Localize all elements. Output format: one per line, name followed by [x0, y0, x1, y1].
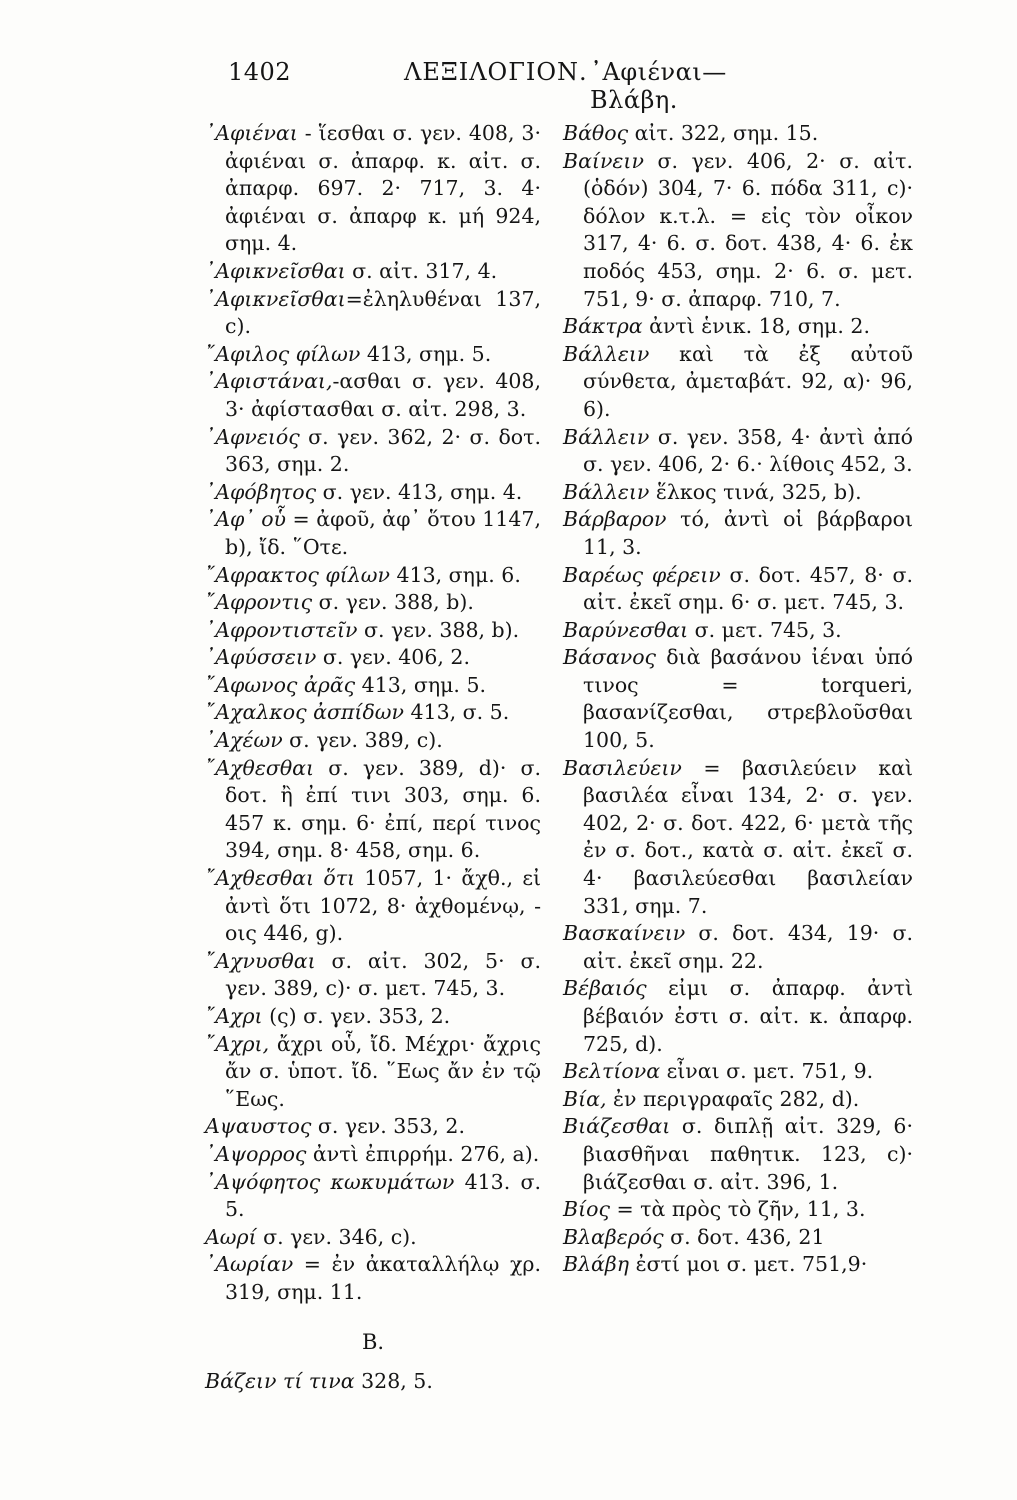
lexicon-entry	[563, 617, 913, 645]
entry-body: ἀντὶ ἑνικ. 18, σημ. 2.	[642, 314, 870, 339]
lexicon-entry	[205, 424, 541, 479]
lexicon-entry	[205, 286, 541, 341]
entry-headword: Αωρί	[205, 1224, 257, 1249]
entry-headword: Βαρέως φέρειν	[563, 562, 721, 587]
entry-body: εἰμι σ. ἀπαρφ. ἀντὶ βέβαιόν ἐστι σ. αἰτ. κ. ἀπαρφ. 725, d).	[583, 976, 913, 1056]
entry-headword: Βάλλειν	[563, 341, 650, 366]
lexicon-entry	[205, 258, 541, 286]
entry-body: αἰτ. 322, σημ. 15.	[628, 121, 819, 145]
lexicon-entry	[205, 1113, 541, 1141]
entry-headword: ᾿Αφικνεῖσθαι	[205, 286, 346, 311]
entry-body: τό, ἀντὶ οἱ βάρβαροι 11, 3.	[583, 507, 913, 559]
lexicon-entry	[563, 920, 913, 975]
entry-range: ᾿Αφιέναι—Βλάβη.	[590, 58, 727, 114]
entry-body: διὰ βασάνου ἰέναι ὑπό τινος = torqueri, βασανίζεσθαι, στρεβλοῦσθαι 100, 5.	[583, 645, 913, 753]
lexicon-entry	[205, 1169, 541, 1224]
entry-headword: ῎Αχαλκος ἀσπίδων	[205, 700, 404, 725]
entry-body: σ. γεν. 389, c).	[282, 728, 443, 753]
entry-headword: Βάθος	[563, 121, 629, 145]
entry-body: καὶ τὰ ἐξ αὐτοῦ σύνθετα, ἀμεταβάτ. 92, α)· 96, 6).	[583, 341, 913, 421]
entry-headword: Βλάβη	[563, 1252, 630, 1277]
entry-headword: ῎Αφροντις	[205, 590, 313, 615]
lexicon-entry	[563, 341, 913, 424]
entry-body: σ. αἰτ. 317, 4.	[345, 258, 498, 283]
entry-headword: ᾿Αφνειός	[205, 424, 300, 449]
entry-body: ἐν περιγραφαῖς 282, d).	[606, 1086, 860, 1111]
lexicon-entry	[563, 562, 913, 617]
entry-body: = ἀφοῦ, ἀφ᾿ ὅτου 1147, b), ἴδ. ῞Οτε.	[225, 507, 541, 559]
entry-headword: ῎Αφιλος φίλων	[205, 341, 361, 366]
entry-body: 328, 5.	[354, 1369, 433, 1394]
entry-headword: ᾿Αφ᾿ οὗ	[205, 507, 286, 532]
lexicon-entry	[563, 1086, 913, 1114]
entry-body: σ. μετ. 745, 3.	[688, 617, 842, 642]
entry-body: 1057, 1· ἄχθ., εἰ ἀντὶ ὅτι 1072, 8· ἀχθομένῳ, - οις 446, g).	[225, 866, 541, 946]
lexicon-entry	[205, 562, 541, 590]
entry-headword: ῎Αφωνος ἀρᾶς	[205, 672, 356, 697]
lexicon-entry	[563, 506, 913, 561]
lexicon-entry	[205, 341, 541, 369]
lexicon-entry	[205, 506, 541, 561]
entry-headword: ᾿Αφικνεῖσθαι	[205, 258, 346, 283]
entry-body: = βασιλεύειν καὶ βασιλέα εἶναι 134, 2· σ. γεν. 402, 2· σ. δοτ. 422, 6· μετὰ τῆς ἐν σ. δοτ., κατὰ σ. αἰτ. ἐκεῖ σ. 4· βασιλεύεσθαι βασιλείαν 331, σημ. 7.	[583, 755, 913, 918]
entry-body: = ἐν ἀκαταλλήλῳ χρ. 319, σημ. 11.	[225, 1252, 541, 1304]
left-column	[205, 120, 541, 1396]
entry-headword: ᾿Αψορρος	[205, 1141, 307, 1166]
entry-headword: Βάκτρα	[563, 314, 643, 339]
entry-headword: ᾿Αψόφητος κωκυμάτων	[205, 1169, 455, 1194]
entry-body: σ. γεν. 388, b).	[357, 617, 520, 642]
entry-headword: Βάσανος	[563, 645, 657, 670]
entry-body: - ἵεσθαι σ. γεν. 408, 3· ἀφιέναι σ. ἀπαρφ. κ. αἰτ. σ. ἀπαρφ. 697. 2· 717, 3. 4· ἀφιέναι σ. ἀπαρφ κ. μή 924, σημ. 4.	[225, 121, 541, 256]
entry-body: σ. γεν. 358, 4· ἀντὶ ἀπό σ. γεν. 406, 2· 6.· λίθοις 452, 3.	[583, 424, 913, 477]
page-header	[228, 58, 788, 114]
entry-body: (ς) σ. γεν. 353, 2.	[262, 1004, 451, 1028]
lexicon-entry	[205, 120, 541, 258]
lexicon-entry	[563, 120, 913, 148]
lexicon-entry	[205, 1003, 541, 1031]
lexicon-entry	[563, 479, 913, 507]
entry-headword: ῎Αχρι	[205, 1004, 263, 1028]
lexicon-entry	[205, 865, 541, 948]
entry-body: 413, σημ. 6.	[390, 562, 521, 587]
entry-headword: Βιάζεσθαι	[563, 1114, 671, 1139]
entry-headword: Βαρύνεσθαι	[563, 617, 689, 642]
entry-headword: Βλαβερός	[563, 1224, 664, 1249]
entry-body: σ. δοτ. 436, 21	[663, 1224, 825, 1249]
entry-headword: Βασιλεύειν	[563, 755, 682, 780]
lexicon-entry	[205, 1368, 541, 1396]
lexicon-entry	[205, 479, 541, 507]
lexicon-entry	[205, 644, 541, 672]
lexicon-entry	[563, 755, 913, 921]
entry-body: 413, σημ. 5.	[355, 672, 487, 697]
lexicon-entry	[205, 727, 541, 755]
entry-headword: ᾿Αφύσσειν	[205, 645, 317, 670]
entry-body: 413, σημ. 5.	[360, 341, 492, 366]
entry-body: σ. γεν. 406, 2· σ. αἰτ. (ὁδόν) 304, 7· 6. πόδα 311, c)· δόλον κ.τ.λ. = εἰς τὸν οἶκον 317, 4· 6. σ. δοτ. 438, 4· 6. ἐκ ποδός 453, σημ. 2· 6. σ. μετ. 751, 9· σ. ἀπαρφ. 710, 7.	[583, 148, 913, 311]
page-number: 1402	[228, 58, 292, 86]
entry-headword: ᾿Αφιστάναι,	[205, 369, 333, 394]
lexicon-entry	[205, 1251, 541, 1306]
lexicon-entry	[205, 948, 541, 1003]
entry-body: σ. γεν. 389, d)· σ. δοτ. ἢ ἐπί τινι 303, σημ. 6. 457 κ. σημ. 6· ἐπί, περί τινος 394, σημ. 8· 458, σημ. 6.	[225, 755, 541, 863]
entry-headword: ᾿Αφόβητος	[205, 479, 317, 504]
entry-body: -ασθαι σ. γεν. 408, 3· ἀφίστασθαι σ. αἰτ. 298, 3.	[225, 369, 541, 421]
entry-body: εἶναι σ. μετ. 751, 9.	[660, 1059, 874, 1084]
lexicon-entry	[205, 699, 541, 727]
entry-body: σ. αἰτ. 302, 5· σ. γεν. 389, c)· σ. μετ. 745, 3.	[225, 948, 541, 1001]
entry-headword: Βέβαιός	[563, 976, 647, 1001]
lexicon-entry	[563, 1058, 913, 1086]
entry-body: =ἐληλυθέναι 137, c).	[225, 286, 541, 339]
lexicon-entry	[205, 368, 541, 423]
lexicon-entry	[205, 589, 541, 617]
lexicon-entry	[205, 755, 541, 865]
entry-body: σ. δοτ. 457, 8· σ. αἰτ. ἐκεῖ σημ. 6· σ. μετ. 745, 3.	[583, 562, 913, 615]
entry-headword: Βελτίονα	[563, 1059, 661, 1084]
entry-headword: ῎Αχνυσθαι	[205, 948, 316, 973]
entry-headword: Βίος	[563, 1197, 610, 1222]
entry-body: ἐστί μοι σ. μετ. 751,9·	[629, 1252, 868, 1277]
entry-headword: Αψαυστος	[205, 1114, 312, 1139]
right-column	[563, 120, 913, 1279]
lexicon-entry	[563, 644, 913, 754]
entry-body: σ. γεν. 413, σημ. 4.	[316, 479, 523, 504]
entry-body: ἀντὶ ἐπιρρήμ. 276, a).	[306, 1141, 540, 1166]
entry-headword: Βαίνειν	[563, 148, 644, 173]
lexicon-entry	[563, 975, 913, 1058]
entry-headword: ῎Αφρακτος φίλων	[205, 562, 390, 587]
entry-body: 413. σ. 5.	[225, 1169, 541, 1222]
lexicon-entry	[563, 148, 913, 314]
entry-body: σ. γεν. 362, 2· σ. δοτ. 363, σημ. 2.	[225, 424, 541, 477]
lexicon-entry	[205, 1224, 541, 1252]
lexicon-entry	[563, 1251, 913, 1279]
entry-headword: Βάρβαρον	[563, 507, 667, 532]
entry-body: ἕλκος τινά, 325, b).	[649, 479, 862, 504]
entry-body: σ. δοτ. 434, 19· σ. αἰτ. ἐκεῖ σημ. 22.	[583, 921, 913, 973]
lexicon-entry	[563, 1224, 913, 1252]
entry-headword: ῎Αχθεσθαι	[205, 755, 315, 780]
entry-headword: ᾿Αωρίαν	[205, 1252, 294, 1277]
lexicon-entry	[563, 424, 913, 479]
entry-headword: ᾿Αφιέναι	[205, 121, 298, 145]
entry-headword: Βάζειν τί τινα	[205, 1369, 355, 1394]
lexicon-entry	[205, 1031, 541, 1114]
entry-headword: Βία,	[563, 1086, 607, 1111]
entry-headword: ῎Αχρι,	[205, 1031, 270, 1056]
entry-body: = τὰ πρὸς τὸ ζῆν, 11, 3.	[609, 1197, 866, 1222]
lexicon-entry	[205, 1141, 541, 1169]
entry-body: σ. γεν. 346, c).	[256, 1224, 417, 1249]
lexicon-entry	[205, 617, 541, 645]
entry-body: ἄχρι οὗ, ἴδ. Μέχρι· ἄχρις ἄν σ. ὑποτ. ἴδ. ῞Εως ἄν ἐν τῷ ῞Εως.	[225, 1031, 541, 1111]
lexicon-entry	[563, 313, 913, 341]
entry-body: σ. γεν. 353, 2.	[311, 1114, 465, 1139]
entry-headword: Βάλλειν	[563, 424, 650, 449]
entry-headword: Βασκαίνειν	[563, 921, 686, 946]
running-title: ΛΕΞΙΛΟΓΙΟΝ.	[404, 58, 588, 86]
entry-headword: Βάλλειν	[563, 479, 650, 504]
lexicon-entry	[563, 1196, 913, 1224]
entry-headword: ῎Αχθεσθαι ὅτι	[205, 866, 356, 891]
section-letter: Β.	[361, 1329, 385, 1354]
entry-body: 413, σ. 5.	[403, 700, 510, 725]
lexicon-entry	[563, 1113, 913, 1196]
entry-headword: ᾿Αχέων	[205, 728, 283, 753]
entry-headword: ᾿Αφροντιστεῖν	[205, 617, 358, 642]
entry-body: σ. διπλῇ αἰτ. 329, 6· βιασθῆναι παθητικ. 123, c)· βιάζεσθαι σ. αἰτ. 396, 1.	[583, 1114, 913, 1194]
entry-body: σ. γεν. 406, 2.	[316, 645, 470, 670]
entry-body: σ. γεν. 388, b).	[312, 590, 474, 615]
lexicon-entry	[205, 672, 541, 700]
